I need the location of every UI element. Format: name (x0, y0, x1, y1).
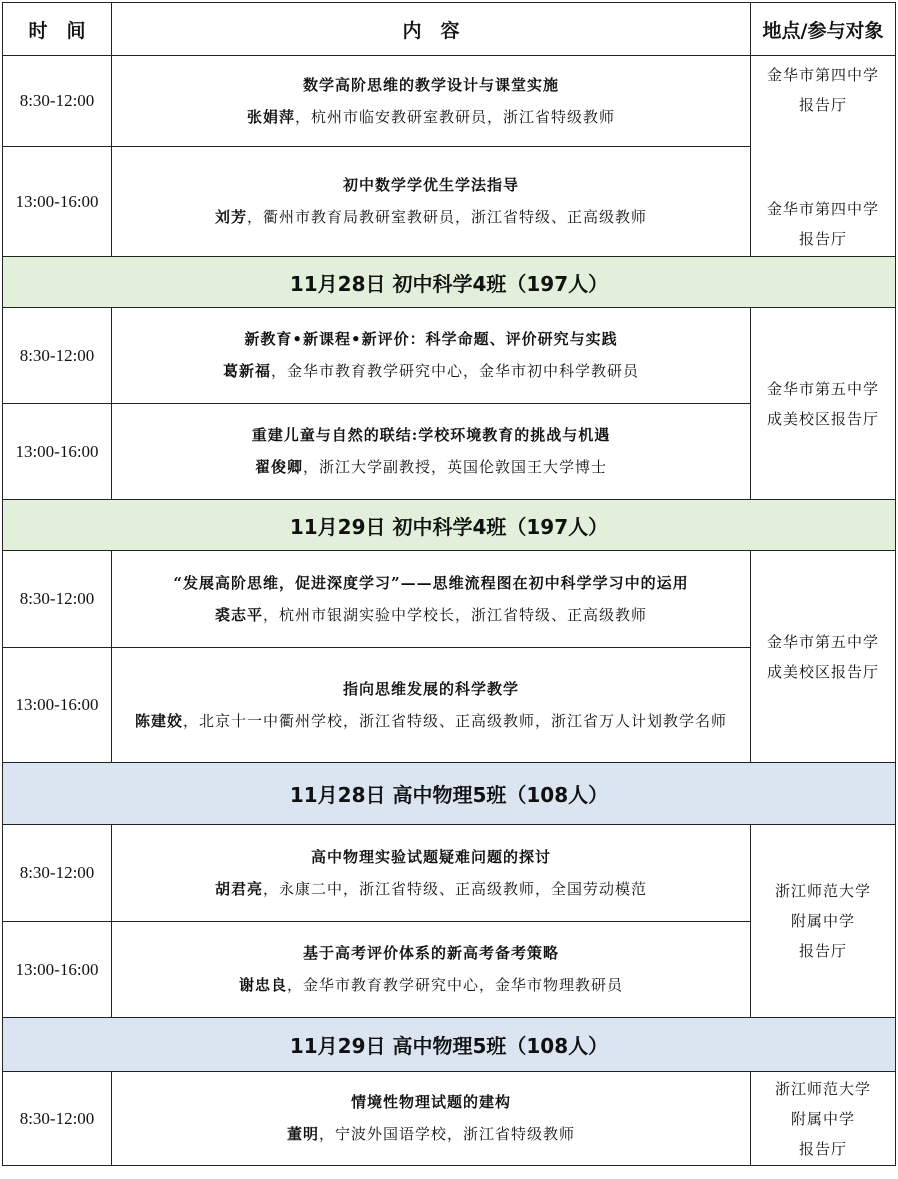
session-venue (751, 1072, 896, 1166)
session-title: “发展高阶思维，促进深度学习”——思维流程图在初中科学学习中的运用 (173, 573, 689, 592)
session-venue (751, 308, 896, 500)
speaker-info: ，杭州市银湖实验中学校长，浙江省特级、正高级教师 (263, 605, 648, 624)
session-title: 高中物理实验试题疑难问题的探讨 (310, 847, 551, 866)
session-content (112, 404, 751, 500)
session-speaker (112, 455, 750, 479)
banner-label: 11月28日 高中物理5班（108人） (3, 763, 896, 825)
session-row (3, 551, 896, 648)
speaker-name: 裘志平 (214, 605, 263, 624)
venue-line: 浙江师范大学 (774, 882, 871, 900)
banner-label: 11月28日 初中科学4班（197人） (3, 257, 896, 308)
session-venue (751, 825, 896, 1018)
day-banner (3, 500, 896, 551)
venue-line: 金华市第五中学 (766, 632, 879, 651)
speaker-info: ，北京十一中衢州学校，浙江省特级、正高级教师，浙江省万人计划教学名师 (183, 711, 728, 730)
header-venue: 地点/参与对象 (751, 3, 896, 56)
session-row (3, 308, 896, 404)
session-venue (751, 551, 896, 763)
header-row (3, 3, 896, 56)
speaker-info: ，杭州市临安教研室教研员，浙江省特级教师 (295, 107, 616, 126)
venue-line: 报告厅 (798, 942, 847, 960)
session-title: 数学高阶思维的教学设计与课堂实施 (302, 75, 559, 94)
session-time: 8:30-12:00 (3, 825, 112, 922)
session-time: 13:00-16:00 (3, 147, 112, 257)
venue-line: 报告厅 (798, 230, 847, 248)
venue-line: 报告厅 (798, 96, 847, 114)
venue-line: 金华市第四中学 (766, 200, 879, 218)
session-content (112, 825, 751, 922)
speaker-info: ，金华市教育教学研究中心，金华市初中科学教研员 (271, 362, 640, 380)
venue-line: 附属中学 (790, 912, 855, 930)
schedule-table (2, 2, 896, 1166)
banner-label: 11月29日 初中科学4班（197人） (3, 500, 896, 551)
session-time: 8:30-12:00 (3, 308, 112, 404)
session-title: 初中数学学优生学法指导 (342, 176, 519, 194)
session-time: 8:30-12:00 (3, 56, 112, 147)
session-speaker (112, 205, 750, 229)
venue-line: 报告厅 (798, 1139, 847, 1158)
speaker-name: 董明 (286, 1125, 319, 1143)
session-speaker (112, 877, 750, 901)
session-time: 8:30-12:00 (3, 551, 112, 648)
banner-label: 11月29日 高中物理5班（108人） (3, 1018, 896, 1072)
session-title: 情境性物理试题的建构 (350, 1093, 511, 1111)
speaker-info: ，宁波外国语学校，浙江省特级教师 (319, 1125, 576, 1143)
session-time: 13:00-16:00 (3, 648, 112, 763)
speaker-name: 张娟萍 (246, 107, 295, 126)
venue-line: 金华市第四中学 (766, 66, 879, 84)
speaker-name: 陈建姣 (134, 711, 183, 730)
session-title: 重建儿童与自然的联结:学校环境教育的挑战与机遇 (251, 426, 611, 444)
session-row (3, 825, 896, 922)
session-content (112, 1072, 751, 1166)
speaker-info: ，衢州市教育局教研室教研员，浙江省特级、正高级教师 (247, 208, 648, 226)
day-banner (3, 763, 896, 825)
speaker-name: 葛新福 (222, 362, 271, 380)
speaker-name: 胡君亮 (214, 879, 263, 898)
day-banner (3, 1018, 896, 1072)
session-time: 13:00-16:00 (3, 922, 112, 1018)
session-title: 新教育•新课程•新评价：科学命题、评价研究与实践 (244, 330, 618, 348)
venue-line: 成美校区报告厅 (766, 409, 879, 428)
venue-line: 金华市第五中学 (766, 379, 879, 398)
session-speaker (112, 1122, 750, 1146)
session-speaker (112, 973, 750, 997)
session-venue (751, 56, 896, 147)
speaker-info: ，浙江大学副教授，英国伦敦国王大学博士 (303, 458, 608, 476)
session-row (3, 56, 896, 147)
session-content (112, 308, 751, 404)
session-content (112, 551, 751, 648)
session-content (112, 147, 751, 257)
session-title: 指向思维发展的科学教学 (342, 679, 519, 698)
speaker-name: 翟俊卿 (254, 458, 303, 476)
session-row (3, 1072, 896, 1166)
session-venue (751, 147, 896, 257)
day-banner (3, 257, 896, 308)
venue-line: 浙江师范大学 (774, 1079, 871, 1098)
session-speaker (112, 359, 750, 383)
session-speaker (112, 603, 750, 627)
header-content: 内 容 (112, 3, 751, 56)
session-row (3, 147, 896, 257)
session-time: 13:00-16:00 (3, 404, 112, 500)
header-time: 时 间 (3, 3, 112, 56)
speaker-info: ，金华市教育教学研究中心，金华市物理教研员 (287, 976, 624, 994)
venue-line: 成美校区报告厅 (766, 662, 879, 681)
speaker-info: ，永康二中，浙江省特级、正高级教师，全国劳动模范 (263, 879, 648, 898)
speaker-name: 谢忠良 (238, 976, 287, 994)
session-speaker (112, 105, 750, 129)
session-content (112, 56, 751, 147)
session-speaker (112, 709, 750, 733)
speaker-name: 刘芳 (214, 208, 247, 226)
session-content (112, 922, 751, 1018)
venue-line: 附属中学 (790, 1109, 855, 1128)
session-time: 8:30-12:00 (3, 1072, 112, 1166)
session-content (112, 648, 751, 763)
session-title: 基于高考评价体系的新高考备考策略 (302, 944, 559, 962)
